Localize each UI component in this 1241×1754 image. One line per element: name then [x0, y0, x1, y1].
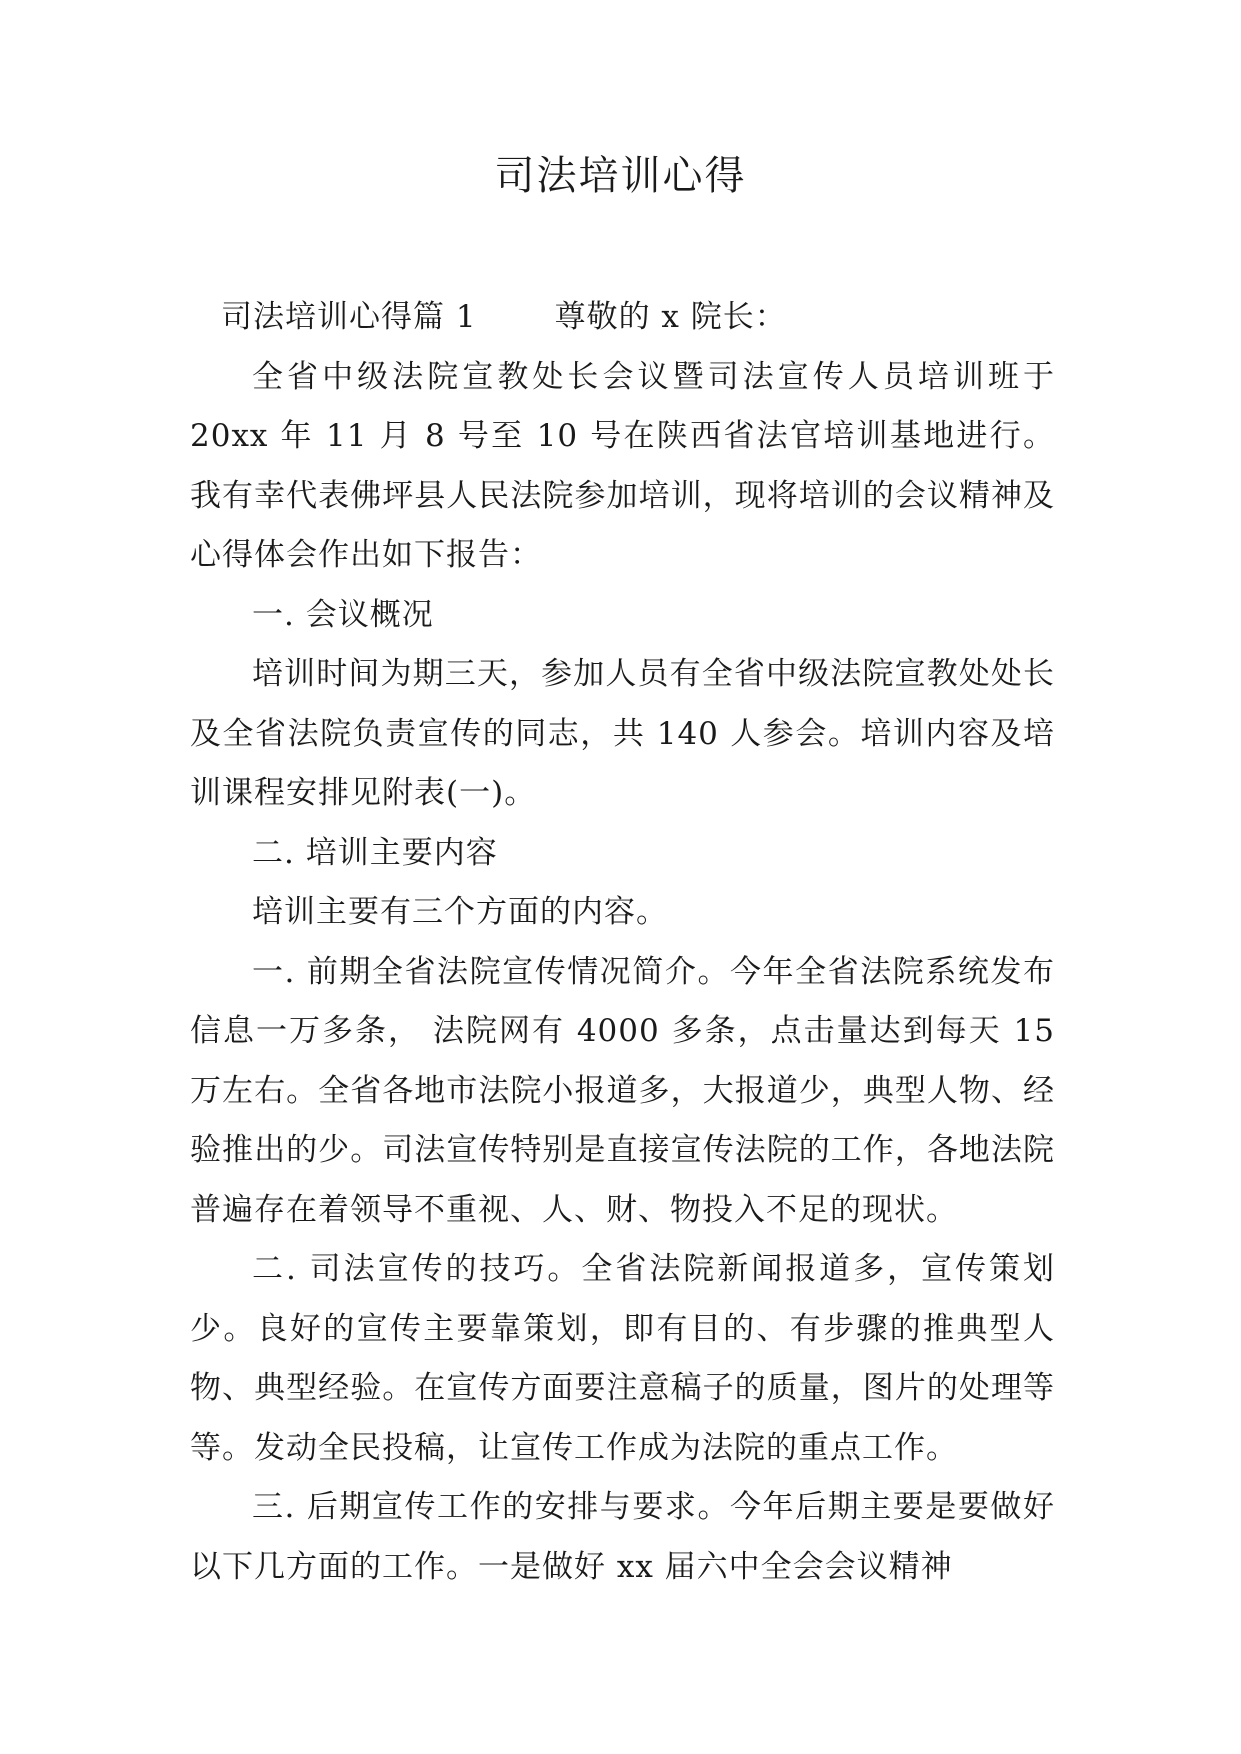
paragraph-content-summary: 培训主要有三个方面的内容。: [252, 894, 668, 930]
paragraph-overview: 培训时间为期三天，参加人员有全省中级法院宣教处处长及全省法院负责宣传的同志，共 140 人参会。培训内容及培训课程安排见附表(一)。: [190, 656, 1055, 811]
paragraph-intro: 全省中级法院宣教处长会议暨司法宣传人员培训班于 20xx 年 11 月 8 号至 10 号在陕西省法官培训基地进行。我有幸代表佛坪县人民法院参加培训，现将培训的会议精神及心得体会作出如下报告：: [190, 358, 1055, 573]
document-title: 司法培训心得: [494, 153, 747, 199]
heading-line: [190, 288, 1055, 348]
salutation: 尊敬的 x 院长：: [554, 299, 787, 335]
section-heading: 司法培训心得篇 1: [221, 299, 477, 335]
paragraph-point-two: 二. 司法宣传的技巧。全省法院新闻报道多，宣传策划少。良好的宣传主要靠策划，即有目的、有步骤的推典型人物、典型经验。在宣传方面要注意稿子的质量，图片的处理等等。发动全民投稿，让宣传工作成为法院的重点工作。: [190, 1251, 1055, 1466]
paragraph-point-three: 三. 后期宣传工作的安排与要求。今年后期主要是要做好以下几方面的工作。一是做好 xx 届六中全会会议精神: [190, 1489, 1055, 1585]
paragraph-heading-overview: 一. 会议概况: [252, 596, 434, 633]
paragraph-point-one: 一. 前期全省法院宣传情况简介。今年全省法院系统发布信息一万多条， 法院网有 4000 多条，点击量达到每天 15 万左右。全省各地市法院小报道多，大报道少，典型人物、经验推出的少。司法宣传特别是直接宣传法院的工作，各地法院普遍存在着领导不重视、人、财、物投入不足的现状。: [190, 953, 1055, 1228]
document-body: [190, 288, 1055, 1597]
paragraph-heading-content: 二. 培训主要内容: [252, 834, 498, 871]
